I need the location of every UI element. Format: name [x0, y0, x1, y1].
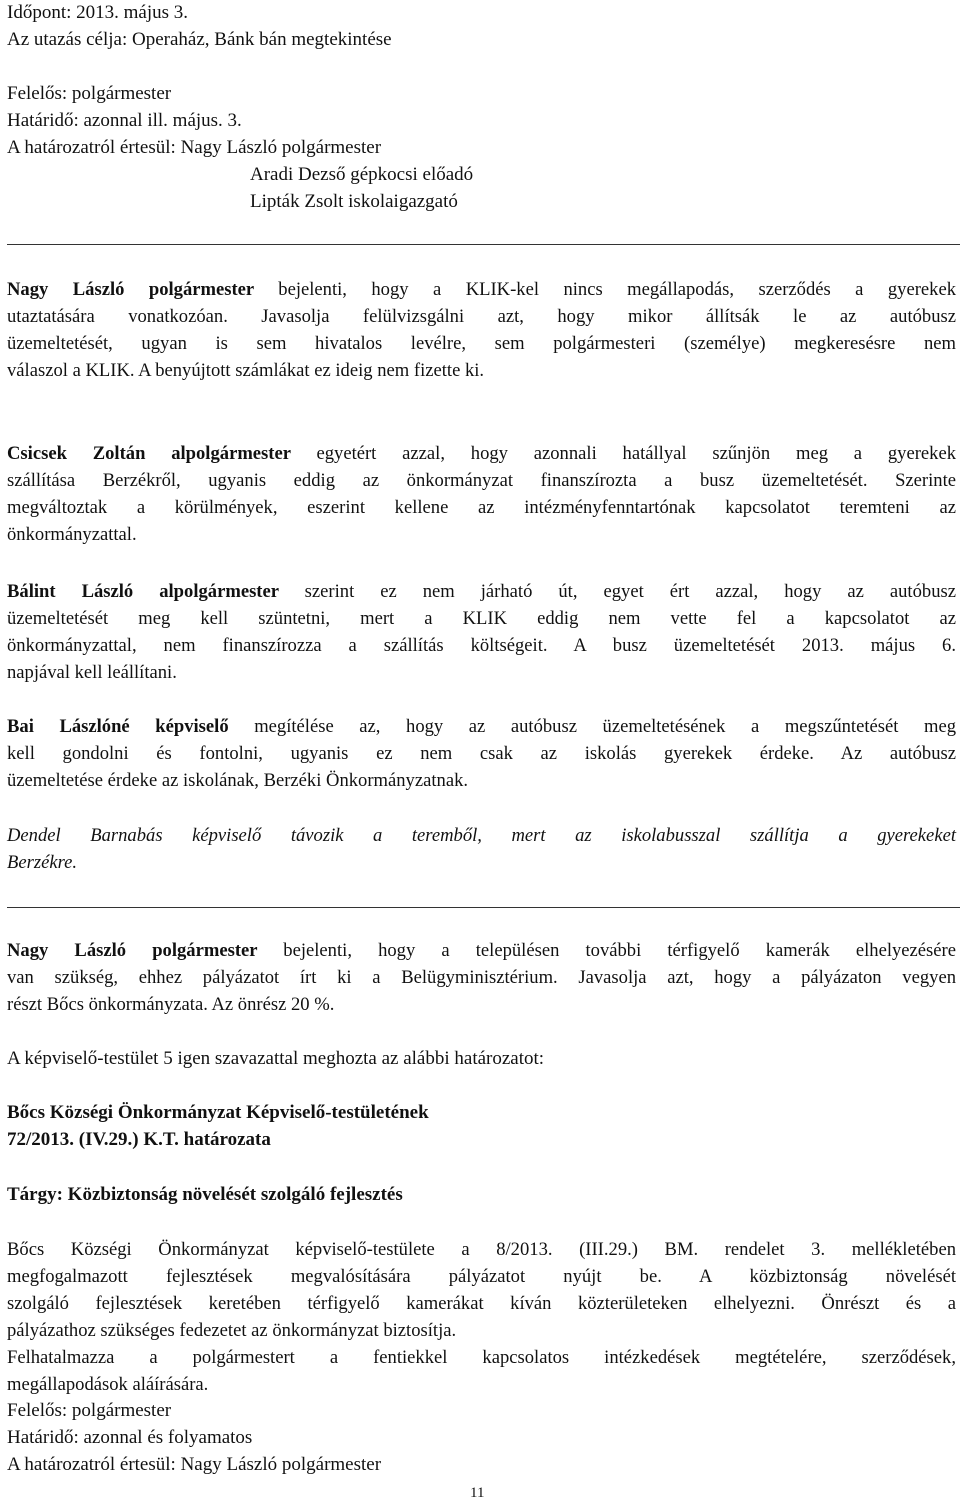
deadline-line: Határidő: azonnal ill. május. 3.	[7, 110, 242, 131]
paragraph-line: üzemeltetése érdeke az iskolának, Berzéki Önkormányzatnak.	[7, 770, 469, 791]
paragraph-line: Dendel Barnabás képviselő távozik a teremből, mert az iskolabusszal szállítja a gyerekeket	[7, 825, 956, 846]
paragraph-line	[7, 713, 956, 740]
paragraph-line	[7, 276, 956, 303]
speaker-name: Bálint László alpolgármester	[7, 581, 305, 602]
resolution-text-line: szolgáló fejlesztések keretében térfigyelő kamerákat kíván közterületeken elhelyezni. Önrészt és a	[7, 1293, 956, 1314]
paragraph-line: részt Bőcs önkormányzata. Az önrész 20 %.	[7, 994, 335, 1015]
paragraph-line: válaszol a KLIK. A benyújtott számlákat ez ideig nem fizette ki.	[7, 360, 485, 381]
speaker-name: Bai Lászlóné képviselő	[7, 716, 255, 737]
paragraph-line: kell gondolni és fontolni, ugyanis ez nem csak az iskolás gyerekek érdeke. Az autóbusz	[7, 743, 956, 764]
responsible-line: Felelős: polgármester	[7, 1400, 172, 1421]
responsible-line: Felelős: polgármester	[7, 83, 172, 104]
section-divider	[7, 907, 960, 908]
resolution-subject: Tárgy: Közbiztonság növelését szolgáló fejlesztés	[7, 1184, 403, 1205]
paragraph-line	[7, 937, 956, 964]
paragraph-line	[7, 440, 956, 467]
purpose-line: Az utazás célja: Operaház, Bánk bán megtekintése	[7, 29, 392, 50]
notified-line: A határozatról értesül: Nagy László polgármester	[7, 137, 382, 158]
paragraph-line: üzemeltetését, ugyan is sem hivatalos levélre, sem polgármesteri (személye) megkeresésre nem	[7, 333, 956, 354]
page-number: 11	[470, 1485, 485, 1501]
notified-line: Lipták Zsolt iskolaigazgató	[250, 191, 458, 212]
paragraph-line	[7, 578, 956, 605]
time-line: Időpont: 2013. május 3.	[7, 2, 189, 23]
line-text: szerint ez nem járható út, egyet ért azzal, hogy az autóbusz	[304, 581, 956, 602]
resolution-text-line: Bőcs Községi Önkormányzat képviselő-testülete a 8/2013. (III.29.) BM. rendelet 3. mellékletében	[7, 1239, 956, 1260]
paragraph-line: önkormányzattal.	[7, 524, 137, 545]
paragraph-line: üzemeltetését meg kell szüntetni, mert a KLIK eddig nem vette fel a kapcsolatot az	[7, 608, 956, 629]
vote-line: A képviselő-testület 5 igen szavazattal meghozta az alábbi határozatot:	[7, 1048, 545, 1069]
resolution-text-line: Felhatalmazza a polgármestert a fentiekkel kapcsolatos intézkedések megtételére, szerződések,	[7, 1347, 956, 1368]
paragraph-line: szállítása Berzékről, ugyanis eddig az önkormányzat finanszírozta a busz üzemeltetését. Szerinte	[7, 470, 956, 491]
resolution-text-line: megállapodások aláírására.	[7, 1374, 209, 1395]
resolution-number: 72/2013. (IV.29.) K.T. határozata	[7, 1129, 271, 1150]
paragraph-line: Berzékre.	[7, 852, 78, 873]
resolution-text-line: megfogalmazott fejlesztések megvalósítására pályázatot nyújt be. A közbiztonság növelését	[7, 1266, 956, 1287]
paragraph-line: napjával kell leállítani.	[7, 662, 177, 683]
notified-line: Aradi Dezső gépkocsi előadó	[250, 164, 474, 185]
line-text: bejelenti, hogy a településen további térfigyelő kamerák elhelyezésére	[283, 940, 956, 961]
deadline-line: Határidő: azonnal és folyamatos	[7, 1427, 253, 1448]
resolution-body: Bőcs Községi Önkormányzat Képviselő-testületének	[7, 1102, 429, 1123]
paragraph-line: utaztatására vonatkozóan. Javasolja felülvizsgálni azt, hogy mikor állítsák le az autóbusz	[7, 306, 956, 327]
paragraph-line: önkormányzattal, nem finanszírozza a szállítás költségeit. A busz üzemeltetését 2013. május 6.	[7, 635, 956, 656]
line-text: bejelenti, hogy a KLIK-kel nincs megállapodás, szerződés a gyerekek	[278, 279, 957, 300]
notified-line: A határozatról értesül: Nagy László polgármester	[7, 1454, 382, 1475]
speaker-name: Nagy László polgármester	[7, 940, 284, 961]
resolution-text-line: pályázathoz szükséges fedezetet az önkormányzat biztosítja.	[7, 1320, 457, 1341]
line-text: megítélése az, hogy az autóbusz üzemeltetésének a megszűntetését meg	[254, 716, 957, 737]
speaker-name: Csicsek Zoltán alpolgármester	[7, 443, 317, 464]
section-divider	[7, 244, 960, 245]
paragraph-line: megváltoztak a körülmények, eszerint kellene az intézményfenntartónak kapcsolatot teremteni az	[7, 497, 956, 518]
paragraph-line: van szükség, ehhez pályázatot írt ki a Belügyminisztérium. Javasolja azt, hogy a pályázaton vegyen	[7, 967, 956, 988]
line-text: egyetért azzal, hogy azonnali hatállyal szűnjön meg a gyerekek	[316, 443, 956, 464]
speaker-name: Nagy László polgármester	[7, 279, 279, 300]
